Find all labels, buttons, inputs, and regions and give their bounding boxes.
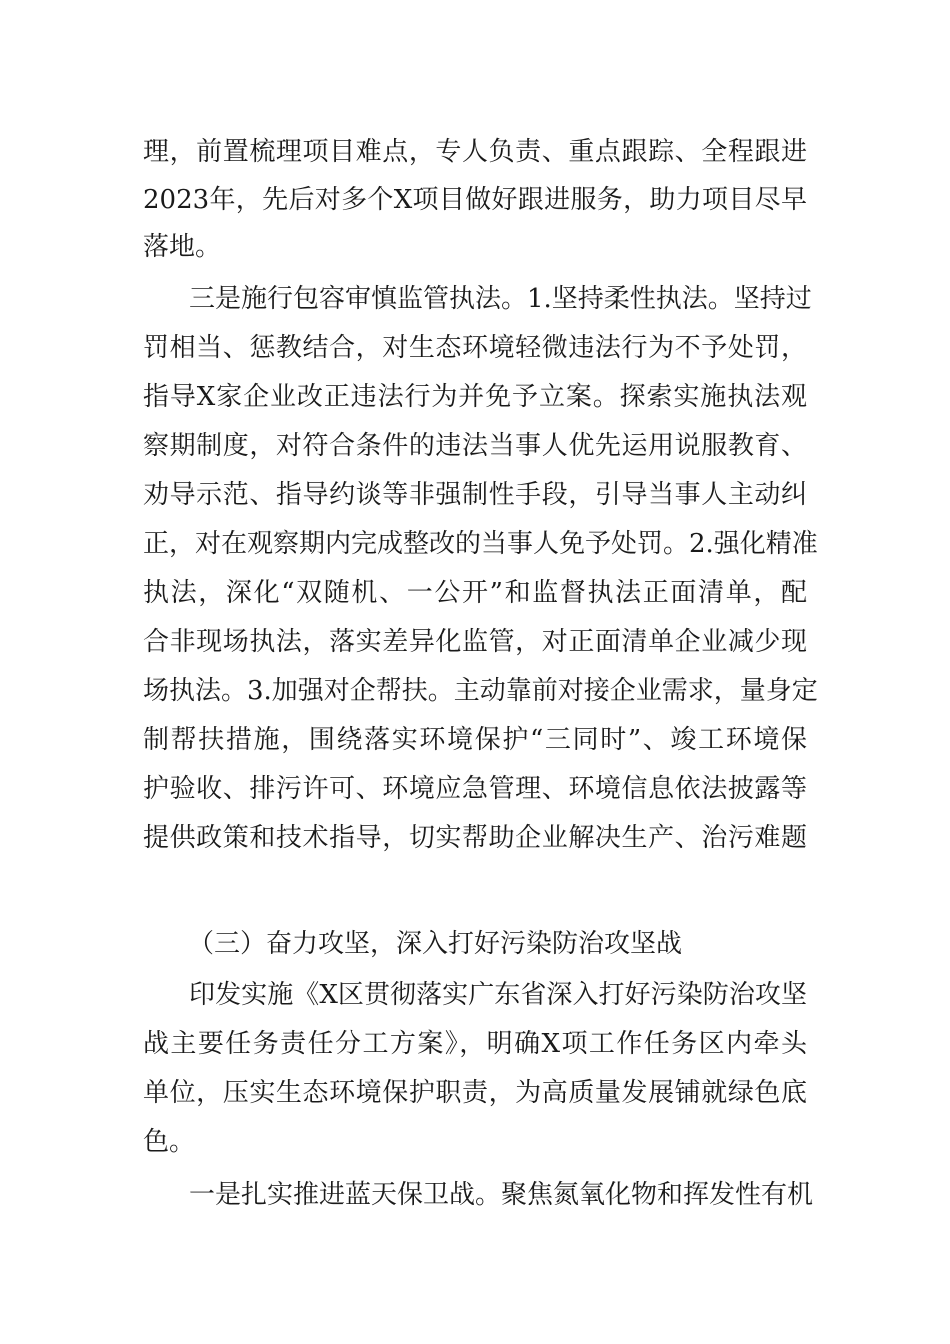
paragraph-2-line-5: 劝导示范、指导约谈等非强制性手段，引导当事人主动纠 [143, 480, 807, 510]
paragraph-3-line-2: 战主要任务责任分工方案》，明确X项工作任务区内牵头 [143, 1029, 807, 1059]
paragraph-2-line-10: 制帮扶措施，围绕落实环境保护“三同时”、竣工环境保 [143, 725, 807, 755]
paragraph-1-line-1: 理，前置梳理项目难点，专人负责、重点跟踪、全程跟进 [143, 137, 807, 167]
paragraph-3-line-3: 单位，压实生态环境保护职责，为高质量发展铺就绿色底 [143, 1078, 807, 1108]
paragraph-2-line-9: 场执法。3.加强对企帮扶。主动靠前对接企业需求，量身定 [143, 676, 818, 706]
paragraph-2-line-3: 指导X家企业改正违法行为并免予立案。探索实施执法观 [143, 382, 807, 412]
paragraph-2-line-7: 执法，深化“双随机、一公开”和监督执法正面清单，配 [143, 578, 807, 608]
paragraph-4-line-1: 一是扎实推进蓝天保卫战。聚焦氮氧化物和挥发性有机 [189, 1180, 814, 1210]
paragraph-2-line-1: 三是施行包容审慎监管执法。1.坚持柔性执法。坚持过 [189, 284, 812, 314]
paragraph-3-line-4: 色。 [143, 1127, 196, 1157]
paragraph-1-line-2: 2023年，先后对多个X项目做好跟进服务，助力项目尽早 [143, 185, 807, 215]
section-heading: （三）奋力攻坚，深入打好污染防治攻坚战 [188, 929, 683, 959]
paragraph-2-line-4: 察期制度，对符合条件的违法当事人优先运用说服教育、 [143, 431, 807, 461]
paragraph-1-line-3: 落地。 [143, 232, 222, 262]
paragraph-2-line-8: 合非现场执法，落实差异化监管，对正面清单企业减少现 [143, 627, 807, 657]
paragraph-2-line-6: 正，对在观察期内完成整改的当事人免予处罚。2.强化精准 [143, 529, 818, 559]
paragraph-3-line-1: 印发实施《X区贯彻落实广东省深入打好污染防治攻坚 [189, 980, 807, 1010]
paragraph-2-line-11: 护验收、排污许可、环境应急管理、环境信息依法披露等 [143, 774, 807, 804]
paragraph-2-line-12: 提供政策和技术指导，切实帮助企业解决生产、治污难题 [143, 823, 807, 853]
paragraph-2-line-2: 罚相当、惩教结合，对生态环境轻微违法行为不予处罚， [143, 333, 807, 363]
